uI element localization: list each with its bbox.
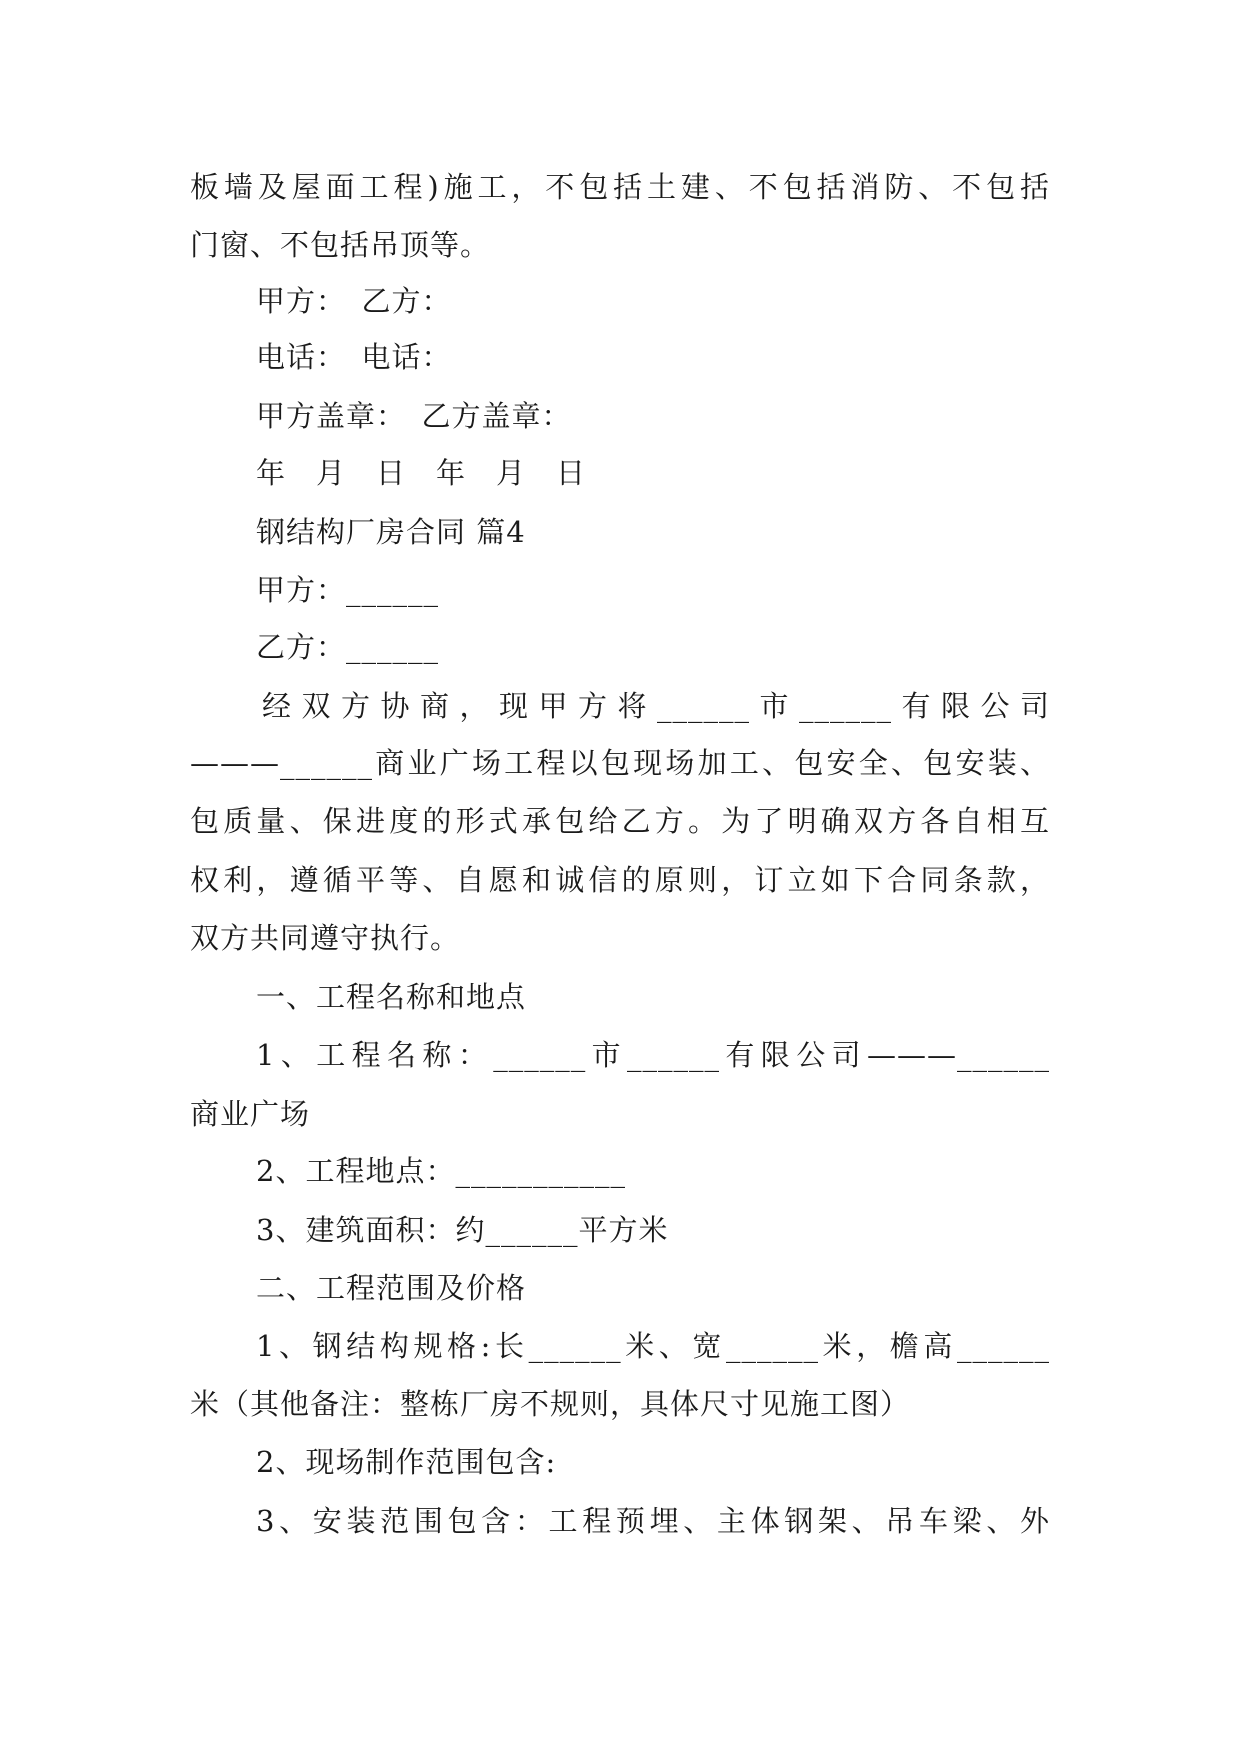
clause-line: 2、工程地点：___________ xyxy=(256,1154,626,1188)
clause-line: 商业广场 xyxy=(190,1097,311,1131)
party-a-line: 甲方：______ xyxy=(256,573,440,607)
section-title: 钢结构厂房合同 篇4 xyxy=(256,515,526,549)
paragraph-line: 经双方协商，现甲方将______市______有限公司 xyxy=(262,689,1050,723)
section-heading: 二、工程范围及价格 xyxy=(256,1271,527,1305)
paragraph-line: ———______商业广场工程以包现场加工、包安全、包安装、 xyxy=(190,746,1050,780)
paragraph-line: 权利，遵循平等、自愿和诚信的原则，订立如下合同条款， xyxy=(190,863,1050,897)
clause-line: 3、安装范围包含：工程预埋、主体钢架、吊车梁、外 xyxy=(256,1504,1050,1538)
paragraph-line: 包质量、保进度的形式承包给乙方。为了明确双方各自相互 xyxy=(190,804,1050,838)
paragraph-line: 双方共同遵守执行。 xyxy=(190,921,461,955)
signature-party-line: 甲方： 乙方： xyxy=(256,284,452,318)
party-b-line: 乙方：______ xyxy=(256,630,440,664)
signature-date-line: 年 月 日 年 月 日 xyxy=(256,456,587,490)
clause-line: 米（其他备注：整栋厂房不规则，具体尺寸见施工图） xyxy=(190,1387,911,1421)
paragraph-line: 板墙及屋面工程)施工，不包括土建、不包括消防、不包括 xyxy=(190,170,1050,204)
clause-line: 1、工程名称：______市______有限公司———______ xyxy=(256,1038,1050,1072)
signature-seal-line: 甲方盖章： 乙方盖章： xyxy=(256,399,572,433)
clause-line: 2、现场制作范围包含: xyxy=(256,1445,557,1479)
paragraph-line: 门窗、不包括吊顶等。 xyxy=(190,228,491,262)
clause-line: 3、建筑面积：约______平方米 xyxy=(256,1213,669,1247)
clause-line: 1、钢结构规格:长______米、宽______米，檐高______ xyxy=(256,1329,1050,1363)
section-heading: 一、工程名称和地点 xyxy=(256,980,527,1014)
signature-phone-line: 电话： 电话： xyxy=(256,340,452,374)
